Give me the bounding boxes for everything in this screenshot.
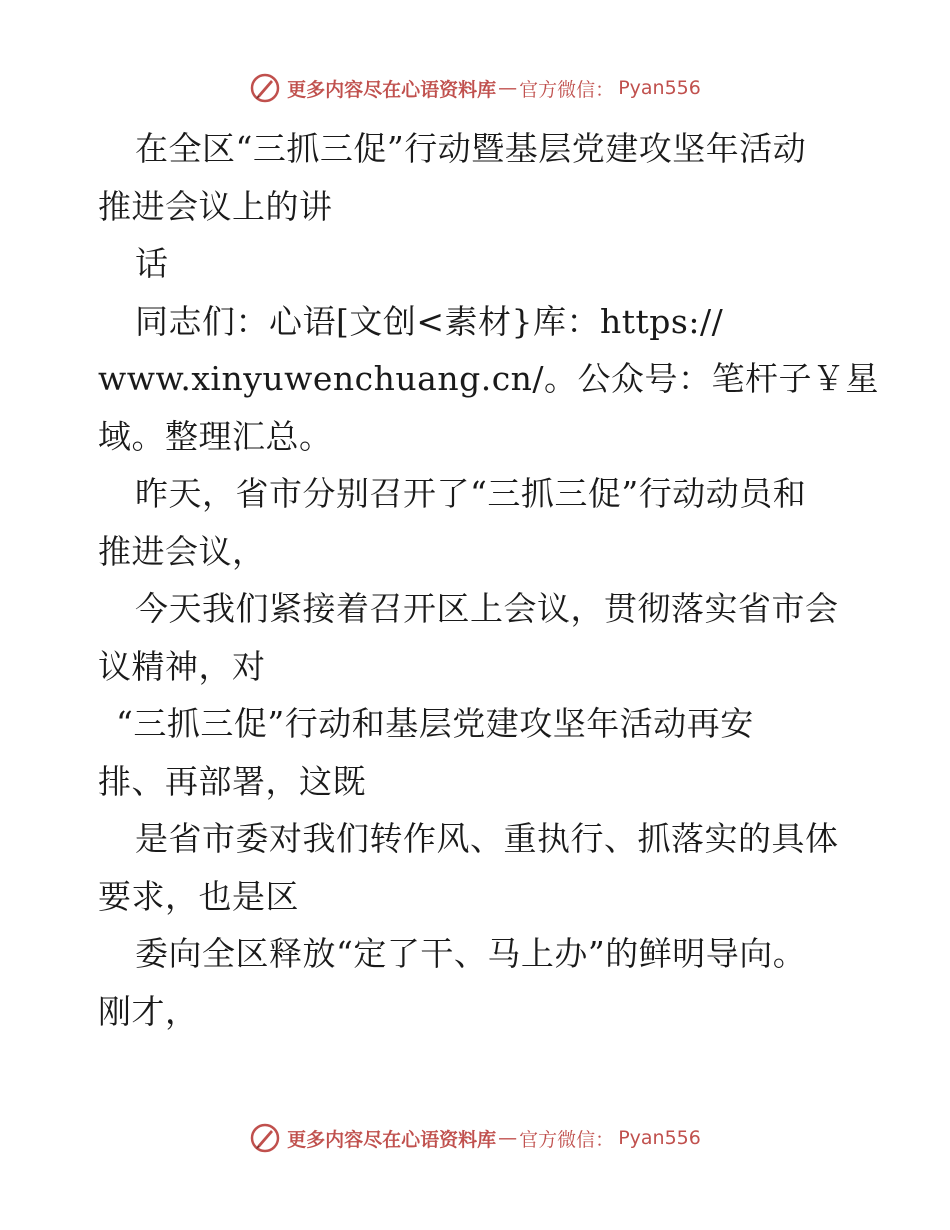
text-line: 推进会议上的讲 bbox=[98, 186, 333, 226]
text-line: 刚才， bbox=[98, 991, 199, 1031]
quill-logo-icon bbox=[249, 72, 281, 104]
header-watermark bbox=[0, 72, 950, 104]
watermark-main-text: 更多内容尽在心语资料库 bbox=[287, 1128, 497, 1151]
watermark-wechat-id: Pyan556 bbox=[618, 1127, 701, 1149]
text-line: 排、再部署，这既 bbox=[98, 761, 366, 801]
footer-watermark bbox=[0, 1122, 950, 1154]
document-body bbox=[98, 120, 880, 1040]
watermark-main-text: 更多内容尽在心语资料库 bbox=[287, 78, 497, 101]
text-line: 推进会议， bbox=[98, 531, 266, 571]
watermark-wechat-label: 官方微信： bbox=[519, 1128, 615, 1151]
text-line: 是省市委对我们转作风、重执行、抓落实的具体 bbox=[135, 819, 839, 858]
text-line: “三抓三促”行动和基层党建攻坚年活动再安 bbox=[116, 704, 754, 743]
text-line: www.xinyuwenchuang.cn/。公众号：笔杆子￥星 bbox=[98, 359, 880, 398]
watermark-dash: — bbox=[498, 77, 518, 99]
watermark-wechat-label: 官方微信： bbox=[519, 78, 615, 101]
text-line: 要求，也是区 bbox=[98, 876, 299, 916]
text-line: 域。整理汇总。 bbox=[98, 416, 333, 456]
quill-logo-icon bbox=[249, 1122, 281, 1154]
text-line: 在全区“三抓三促”行动暨基层党建攻坚年活动 bbox=[135, 129, 807, 168]
text-line: 同志们：心语[文创<素材}库：https:// bbox=[135, 301, 724, 341]
watermark-wechat-id: Pyan556 bbox=[618, 77, 701, 99]
text-line: 话 bbox=[135, 244, 169, 283]
text-line: 昨天，省市分别召开了“三抓三促”行动动员和 bbox=[135, 474, 807, 513]
text-line: 议精神，对 bbox=[98, 646, 266, 686]
text-line: 今天我们紧接着召开区上会议，贯彻落实省市会 bbox=[135, 589, 839, 628]
watermark-dash: — bbox=[498, 1127, 518, 1149]
text-line: 委向全区释放“定了干、马上办”的鲜明导向。 bbox=[135, 934, 807, 973]
